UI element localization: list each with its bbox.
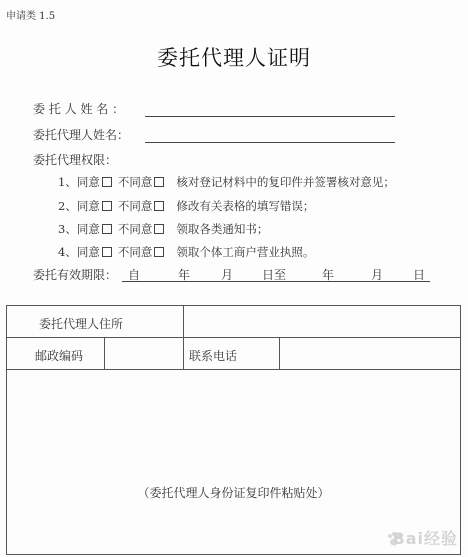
permission-text: 核对登记材料中的复印件并签署核对意见； bbox=[176, 175, 395, 189]
permission-row-4 bbox=[58, 244, 314, 260]
agree-checkbox[interactable] bbox=[102, 177, 112, 187]
permission-number: 3、 bbox=[58, 222, 77, 236]
permission-text: 领取各类通知书； bbox=[176, 222, 269, 236]
agree-label: 同意 bbox=[76, 199, 100, 213]
validity-day-2: 日 bbox=[413, 268, 426, 282]
disagree-label: 不同意 bbox=[117, 245, 153, 259]
validity-from: 自 bbox=[128, 268, 141, 282]
validity-month-1: 月 bbox=[221, 268, 234, 282]
id-copy-label: （委托代理人身份证复印件粘贴处） bbox=[137, 486, 330, 500]
agree-checkbox[interactable] bbox=[102, 224, 112, 234]
permission-text: 领取个体工商户营业执照。 bbox=[176, 245, 315, 259]
disagree-label: 不同意 bbox=[117, 199, 153, 213]
agent-address-label: 委托代理人住所 bbox=[39, 317, 124, 331]
validity-label: 委托有效期限： bbox=[33, 268, 118, 282]
disagree-checkbox[interactable] bbox=[154, 247, 164, 257]
phone-label: 联系电话 bbox=[189, 349, 238, 363]
form-code: 申请类 1.5 bbox=[6, 11, 56, 22]
agree-label: 同意 bbox=[76, 222, 100, 236]
principal-name-field[interactable] bbox=[145, 116, 395, 117]
validity-year-1: 年 bbox=[178, 268, 191, 282]
agree-checkbox[interactable] bbox=[102, 247, 112, 257]
validity-year-2: 年 bbox=[322, 268, 335, 282]
agree-label: 同意 bbox=[76, 245, 100, 259]
permission-label: 委托代理权限： bbox=[33, 153, 118, 167]
postal-code-label: 邮政编码 bbox=[35, 349, 84, 363]
postal-code-field[interactable] bbox=[105, 338, 183, 369]
agent-name-label: 委托代理人姓名： bbox=[33, 128, 130, 142]
agree-label: 同意 bbox=[76, 175, 100, 189]
validity-day-to: 日至 bbox=[262, 268, 287, 282]
disagree-checkbox[interactable] bbox=[154, 224, 164, 234]
permission-number: 2、 bbox=[58, 199, 77, 213]
disagree-label: 不同意 bbox=[117, 175, 153, 189]
disagree-checkbox[interactable] bbox=[154, 177, 164, 187]
principal-name-label: 委 托 人 姓 名 ： bbox=[33, 102, 125, 116]
watermark: Bai经验 bbox=[392, 529, 458, 548]
agree-checkbox[interactable] bbox=[102, 201, 112, 211]
agent-address-field[interactable] bbox=[184, 306, 461, 337]
validity-month-2: 月 bbox=[371, 268, 384, 282]
phone-field[interactable] bbox=[280, 338, 461, 369]
table-divider bbox=[183, 337, 184, 369]
permission-row-1 bbox=[58, 174, 395, 190]
page-title: 委托代理人证明 bbox=[157, 46, 311, 70]
permission-text: 修改有关表格的填写错误； bbox=[176, 199, 315, 213]
permission-row-2 bbox=[58, 198, 314, 214]
permission-number: 1、 bbox=[58, 175, 77, 189]
agent-name-field[interactable] bbox=[145, 142, 395, 143]
disagree-checkbox[interactable] bbox=[154, 201, 164, 211]
permission-row-3 bbox=[58, 221, 268, 237]
info-table bbox=[6, 305, 461, 555]
disagree-label: 不同意 bbox=[117, 222, 153, 236]
permission-number: 4、 bbox=[58, 245, 77, 259]
